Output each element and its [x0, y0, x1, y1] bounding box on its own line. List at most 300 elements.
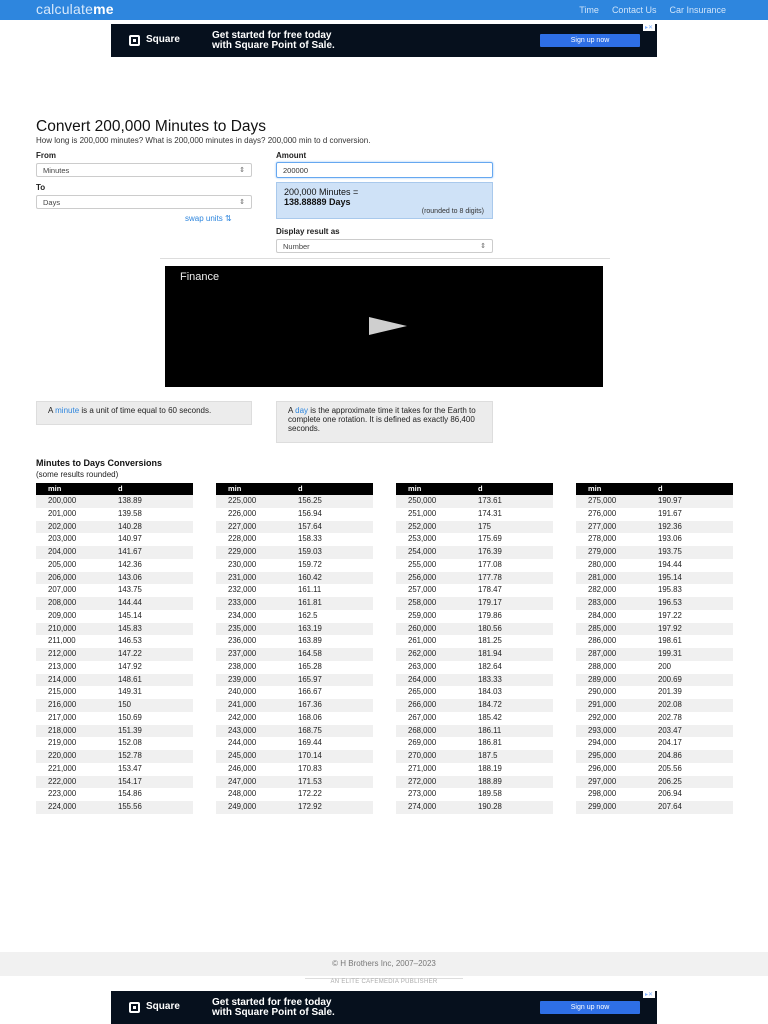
ad-choices-icon[interactable]: ▸✕ [644, 992, 653, 998]
cell-days: 177.78 [478, 572, 502, 582]
amount-input[interactable]: 200000 [276, 162, 493, 178]
cell-minutes: 236,000 [228, 636, 257, 646]
cell-minutes: 273,000 [408, 789, 437, 799]
table-row [576, 725, 733, 738]
cell-minutes: 266,000 [408, 700, 437, 709]
cell-days: 198.61 [658, 636, 682, 646]
cell-days: 183.33 [478, 674, 502, 684]
cell-minutes: 211,000 [48, 636, 76, 646]
conversion-table [36, 483, 193, 814]
cell-days: 190.28 [478, 802, 502, 811]
table-header [396, 483, 553, 495]
logo-text-bold: me [93, 1, 114, 17]
table-row [216, 597, 373, 610]
cell-days: 181.94 [478, 649, 502, 658]
table-row [36, 648, 193, 661]
cell-minutes: 229,000 [228, 547, 257, 556]
cell-minutes: 234,000 [228, 610, 257, 620]
footer [0, 952, 768, 976]
table-row [36, 661, 193, 674]
cell-days: 172.22 [298, 789, 322, 799]
cell-days: 170.14 [298, 751, 322, 760]
table-row [216, 533, 373, 546]
table-row [396, 508, 553, 521]
cell-minutes: 209,000 [48, 610, 77, 620]
cell-minutes: 269,000 [408, 738, 437, 748]
cell-days: 148.61 [118, 674, 142, 684]
cell-days: 203.47 [658, 725, 682, 735]
table-row [216, 763, 373, 776]
to-unit-select[interactable] [36, 195, 252, 209]
cell-minutes: 200,000 [48, 496, 77, 505]
copyright-text: © H Brothers Inc, 2007–2023 [332, 959, 436, 968]
cell-days: 192.36 [658, 521, 682, 531]
cell-days: 165.97 [298, 674, 322, 684]
cell-minutes: 201,000 [48, 508, 77, 518]
cell-days: 150.69 [118, 712, 142, 722]
table-row [396, 648, 553, 661]
table-row [576, 635, 733, 648]
ad-signup-button[interactable]: Sign up now [540, 1001, 640, 1014]
cell-days: 162.5 [298, 610, 318, 620]
table-row [36, 686, 193, 699]
cell-days: 140.28 [118, 521, 142, 531]
ad-brand: Square [146, 1001, 180, 1012]
cell-minutes: 214,000 [48, 674, 77, 684]
select-caret-icon: ⇕ [480, 243, 486, 250]
cell-days: 184.72 [478, 700, 502, 709]
cell-minutes: 235,000 [228, 623, 257, 633]
cell-days: 200 [658, 661, 672, 671]
cell-minutes: 284,000 [588, 610, 617, 620]
cell-days: 205.56 [658, 763, 682, 773]
cell-days: 189.58 [478, 789, 502, 799]
cell-days: 151.39 [118, 725, 142, 735]
table-row [396, 776, 553, 789]
definition-text: is a unit of time equal to 60 seconds. [79, 406, 212, 415]
table-row [576, 712, 733, 725]
cell-days: 157.64 [298, 521, 322, 531]
table-row [396, 699, 553, 712]
from-unit-select[interactable] [36, 163, 252, 177]
table-row [36, 776, 193, 789]
cell-days: 195.83 [658, 585, 682, 595]
cell-minutes: 219,000 [48, 738, 77, 748]
cell-minutes: 226,000 [228, 508, 257, 518]
cell-minutes: 292,000 [588, 712, 617, 722]
cell-minutes: 279,000 [588, 547, 617, 556]
ad-headline-line2: with Square Point of Sale. [212, 40, 335, 51]
table-row [396, 559, 553, 572]
result-rounding-note: (rounded to 8 digits) [421, 208, 484, 215]
table-row [36, 725, 193, 738]
cell-minutes: 278,000 [588, 534, 617, 544]
table-row [216, 737, 373, 750]
cell-days: 185.42 [478, 712, 502, 722]
conversion-table [576, 483, 733, 814]
ad-headline-line2: with Square Point of Sale. [212, 1007, 335, 1018]
table-row [36, 699, 193, 712]
table-row [36, 788, 193, 801]
conversion-table [216, 483, 373, 814]
ad-choices-icon[interactable]: ▸✕ [644, 25, 653, 31]
table-row [216, 635, 373, 648]
cell-days: 182.64 [478, 661, 502, 671]
cell-minutes: 299,000 [588, 802, 617, 811]
video-player[interactable] [165, 266, 603, 387]
cell-minutes: 264,000 [408, 674, 437, 684]
square-logo-icon [129, 35, 140, 46]
table-row [216, 495, 373, 508]
from-label: From [36, 151, 56, 160]
cell-minutes: 249,000 [228, 802, 257, 811]
table-row [36, 495, 193, 508]
table-row [36, 584, 193, 597]
cell-days: 142.36 [118, 559, 142, 569]
cell-days: 180.56 [478, 623, 502, 633]
cell-minutes: 227,000 [228, 521, 257, 531]
cell-minutes: 220,000 [48, 751, 77, 760]
cell-days: 199.31 [658, 649, 682, 658]
cell-minutes: 225,000 [228, 496, 257, 505]
cell-minutes: 297,000 [588, 776, 617, 786]
cell-days: 202.08 [658, 700, 682, 709]
table-row [216, 674, 373, 687]
cell-days: 171.53 [298, 776, 322, 786]
table-row [216, 788, 373, 801]
cell-minutes: 232,000 [228, 585, 257, 595]
cell-minutes: 231,000 [228, 572, 257, 582]
table-row [576, 572, 733, 585]
table-row [396, 737, 553, 750]
table-row [36, 546, 193, 559]
cell-minutes: 261,000 [408, 636, 437, 646]
cell-days: 188.89 [478, 776, 502, 786]
top-navbar [0, 0, 768, 20]
conversion-tables-title: Minutes to Days Conversions [36, 458, 163, 468]
top-ad-banner[interactable] [111, 24, 657, 57]
swap-units-link[interactable]: swap units ⇅ [185, 214, 232, 223]
cell-days: 159.03 [298, 547, 322, 556]
table-row [576, 750, 733, 763]
cell-days: 138.89 [118, 496, 142, 505]
table-row [396, 623, 553, 636]
video-title: Finance [180, 271, 220, 283]
table-row [396, 546, 553, 559]
ad-signup-button[interactable]: Sign up now [540, 34, 640, 47]
table-row [36, 572, 193, 585]
cell-minutes: 291,000 [588, 700, 617, 709]
table-row [216, 508, 373, 521]
display-result-label: Display result as [276, 227, 340, 236]
cell-days: 202.78 [658, 712, 682, 722]
definition-text: A [48, 406, 56, 415]
table-row [36, 559, 193, 572]
cell-days: 193.75 [658, 547, 682, 556]
table-row [216, 623, 373, 636]
cell-minutes: 243,000 [228, 725, 257, 735]
cell-days: 178.47 [478, 585, 502, 595]
to-unit-value: Days [43, 198, 61, 207]
cell-minutes: 275,000 [588, 496, 617, 505]
table-row [36, 763, 193, 776]
table-row [36, 712, 193, 725]
cell-minutes: 251,000 [408, 508, 437, 518]
table-body [396, 495, 553, 814]
conversion-table [396, 483, 553, 814]
page-title: Convert 200,000 Minutes to Days [36, 118, 267, 135]
nav-link-car-insurance[interactable]: Car Insurance [669, 5, 726, 15]
table-body [576, 495, 733, 814]
select-caret-icon: ⇕ [239, 167, 245, 174]
table-row [216, 699, 373, 712]
cell-minutes: 248,000 [228, 789, 257, 799]
cell-minutes: 262,000 [408, 649, 437, 658]
column-header-d: d [658, 484, 663, 493]
cell-days: 186.11 [478, 725, 502, 735]
cell-minutes: 250,000 [408, 496, 437, 505]
bottom-ad-banner[interactable] [111, 991, 657, 1024]
table-row [576, 674, 733, 687]
cell-days: 166.67 [298, 687, 322, 697]
ad-brand: Square [146, 34, 180, 45]
cell-days: 145.83 [118, 623, 142, 633]
amount-label: Amount [276, 151, 307, 160]
column-header-d: d [478, 484, 483, 493]
cell-days: 181.25 [478, 636, 502, 646]
cell-minutes: 222,000 [48, 776, 77, 786]
column-header-min: min [48, 484, 62, 493]
cell-minutes: 277,000 [588, 521, 617, 531]
cell-days: 161.81 [298, 598, 322, 607]
table-row [36, 623, 193, 636]
table-row [36, 533, 193, 546]
table-row [396, 686, 553, 699]
table-row [396, 521, 553, 534]
table-row [36, 597, 193, 610]
cell-days: 196.53 [658, 598, 682, 607]
cell-days: 156.94 [298, 508, 322, 518]
cell-days: 161.11 [298, 585, 322, 595]
table-row [576, 686, 733, 699]
cell-minutes: 281,000 [588, 572, 617, 582]
table-row [36, 610, 193, 623]
cell-minutes: 298,000 [588, 789, 617, 799]
table-row [396, 763, 553, 776]
display-format-value: Number [283, 242, 310, 251]
minute-link[interactable]: minute [55, 406, 80, 415]
cell-days: 150 [118, 700, 132, 709]
ad-headline-line1: Get started for free today [212, 30, 332, 41]
cell-days: 153.47 [118, 763, 142, 773]
divider [160, 258, 610, 259]
cell-minutes: 286,000 [588, 636, 617, 646]
cell-minutes: 233,000 [228, 598, 257, 607]
cell-minutes: 282,000 [588, 585, 617, 595]
cell-days: 206.25 [658, 776, 682, 786]
definition-text: A [288, 406, 296, 415]
cell-days: 175.69 [478, 534, 502, 544]
cell-days: 159.72 [298, 559, 322, 569]
cell-minutes: 290,000 [588, 687, 617, 697]
table-row [396, 712, 553, 725]
table-row [396, 801, 553, 814]
table-header [36, 483, 193, 495]
table-row [576, 559, 733, 572]
table-row [576, 623, 733, 636]
cell-minutes: 259,000 [408, 610, 437, 620]
cell-minutes: 241,000 [228, 700, 257, 709]
cell-days: 146.53 [118, 636, 142, 646]
ad-headline-line1: Get started for free today [212, 997, 332, 1008]
cell-minutes: 245,000 [228, 751, 257, 760]
cell-minutes: 254,000 [408, 547, 437, 556]
cell-minutes: 280,000 [588, 559, 617, 569]
cell-minutes: 287,000 [588, 649, 617, 658]
table-row [36, 521, 193, 534]
cell-days: 141.67 [118, 547, 142, 556]
cell-days: 156.25 [298, 496, 322, 505]
cell-minutes: 256,000 [408, 572, 437, 582]
cell-minutes: 295,000 [588, 751, 617, 760]
select-caret-icon: ⇕ [239, 199, 245, 206]
table-row [576, 508, 733, 521]
page-subtitle: How long is 200,000 minutes? What is 200,000 minutes in days? 200,000 min to d conversion. [36, 136, 371, 145]
cell-days: 190.97 [658, 496, 682, 505]
table-row [216, 686, 373, 699]
site-logo[interactable] [36, 1, 114, 17]
cell-days: 154.86 [118, 789, 142, 799]
cell-minutes: 276,000 [588, 508, 617, 518]
cell-minutes: 221,000 [48, 763, 77, 773]
day-definition [276, 401, 493, 443]
from-unit-value: Minutes [43, 166, 70, 175]
table-row [396, 610, 553, 623]
ad-headline [212, 31, 432, 51]
cell-days: 191.67 [658, 508, 682, 518]
cell-days: 158.33 [298, 534, 322, 544]
cell-minutes: 207,000 [48, 585, 77, 595]
cell-days: 207.64 [658, 802, 682, 811]
table-row [216, 712, 373, 725]
cell-days: 139.58 [118, 508, 142, 518]
minute-definition [36, 401, 252, 425]
table-row [576, 776, 733, 789]
table-row [396, 788, 553, 801]
cell-days: 169.44 [298, 738, 322, 748]
table-row [216, 559, 373, 572]
table-row [216, 610, 373, 623]
table-row [576, 533, 733, 546]
table-header [216, 483, 373, 495]
cell-days: 168.06 [298, 712, 322, 722]
table-row [36, 737, 193, 750]
table-row [216, 725, 373, 738]
cell-minutes: 253,000 [408, 534, 437, 544]
cell-minutes: 208,000 [48, 598, 77, 607]
cell-days: 197.92 [658, 623, 682, 633]
cell-days: 145.14 [118, 610, 142, 620]
cell-minutes: 239,000 [228, 674, 257, 684]
cell-days: 147.92 [118, 661, 142, 671]
cell-days: 204.17 [658, 738, 682, 748]
cell-minutes: 293,000 [588, 725, 617, 735]
cell-minutes: 228,000 [228, 534, 257, 544]
table-row [576, 699, 733, 712]
cell-days: 179.17 [478, 598, 502, 607]
cell-minutes: 283,000 [588, 598, 617, 607]
nav-link-time[interactable]: Time [579, 5, 599, 15]
cell-minutes: 212,000 [48, 649, 77, 658]
table-row [36, 750, 193, 763]
table-row [216, 521, 373, 534]
to-label: To [36, 183, 46, 192]
table-row [576, 546, 733, 559]
cell-days: 143.06 [118, 572, 142, 582]
cell-days: 167.36 [298, 700, 322, 709]
cell-minutes: 258,000 [408, 598, 437, 607]
table-row [576, 763, 733, 776]
cell-minutes: 247,000 [228, 776, 257, 786]
cell-minutes: 274,000 [408, 802, 437, 811]
cell-days: 152.78 [118, 751, 142, 760]
cell-minutes: 202,000 [48, 521, 77, 531]
table-row [396, 572, 553, 585]
cell-minutes: 237,000 [228, 649, 257, 658]
table-row [216, 648, 373, 661]
cell-minutes: 263,000 [408, 661, 437, 671]
day-link[interactable]: day [295, 406, 309, 415]
nav-link-contact[interactable]: Contact Us [611, 5, 657, 15]
cell-minutes: 270,000 [408, 751, 437, 760]
table-row [576, 521, 733, 534]
table-row [396, 597, 553, 610]
table-row [396, 533, 553, 546]
conversion-result [276, 182, 493, 219]
table-row [396, 584, 553, 597]
cell-minutes: 294,000 [588, 738, 617, 748]
cell-days: 172.92 [298, 802, 322, 811]
publisher-text: AN ELITE CAFEMEDIA PUBLISHER [330, 979, 438, 985]
cell-days: 201.39 [658, 687, 682, 697]
cell-days: 155.56 [118, 802, 142, 811]
table-row [216, 750, 373, 763]
cell-minutes: 244,000 [228, 738, 257, 748]
definition-text: is the approximate time it takes for the Earth to complete one rotation. It is defined as exactly 86,400 seconds. [288, 406, 476, 433]
cell-minutes: 289,000 [588, 674, 617, 684]
cell-minutes: 205,000 [48, 559, 77, 569]
play-icon[interactable] [369, 317, 407, 335]
column-header-d: d [298, 484, 303, 493]
table-row [396, 750, 553, 763]
cell-minutes: 218,000 [48, 725, 77, 735]
cell-days: 184.03 [478, 687, 502, 697]
cell-minutes: 257,000 [408, 585, 437, 595]
cell-minutes: 217,000 [48, 712, 77, 722]
table-row [576, 648, 733, 661]
cell-days: 170.83 [298, 763, 322, 773]
cell-minutes: 213,000 [48, 661, 77, 671]
cell-minutes: 246,000 [228, 763, 257, 773]
table-row [396, 661, 553, 674]
table-row [576, 788, 733, 801]
display-format-select[interactable] [276, 239, 493, 253]
cell-minutes: 285,000 [588, 623, 617, 633]
nav-links [579, 5, 726, 15]
cell-days: 168.75 [298, 725, 322, 735]
table-row [396, 495, 553, 508]
cell-days: 160.42 [298, 572, 322, 582]
